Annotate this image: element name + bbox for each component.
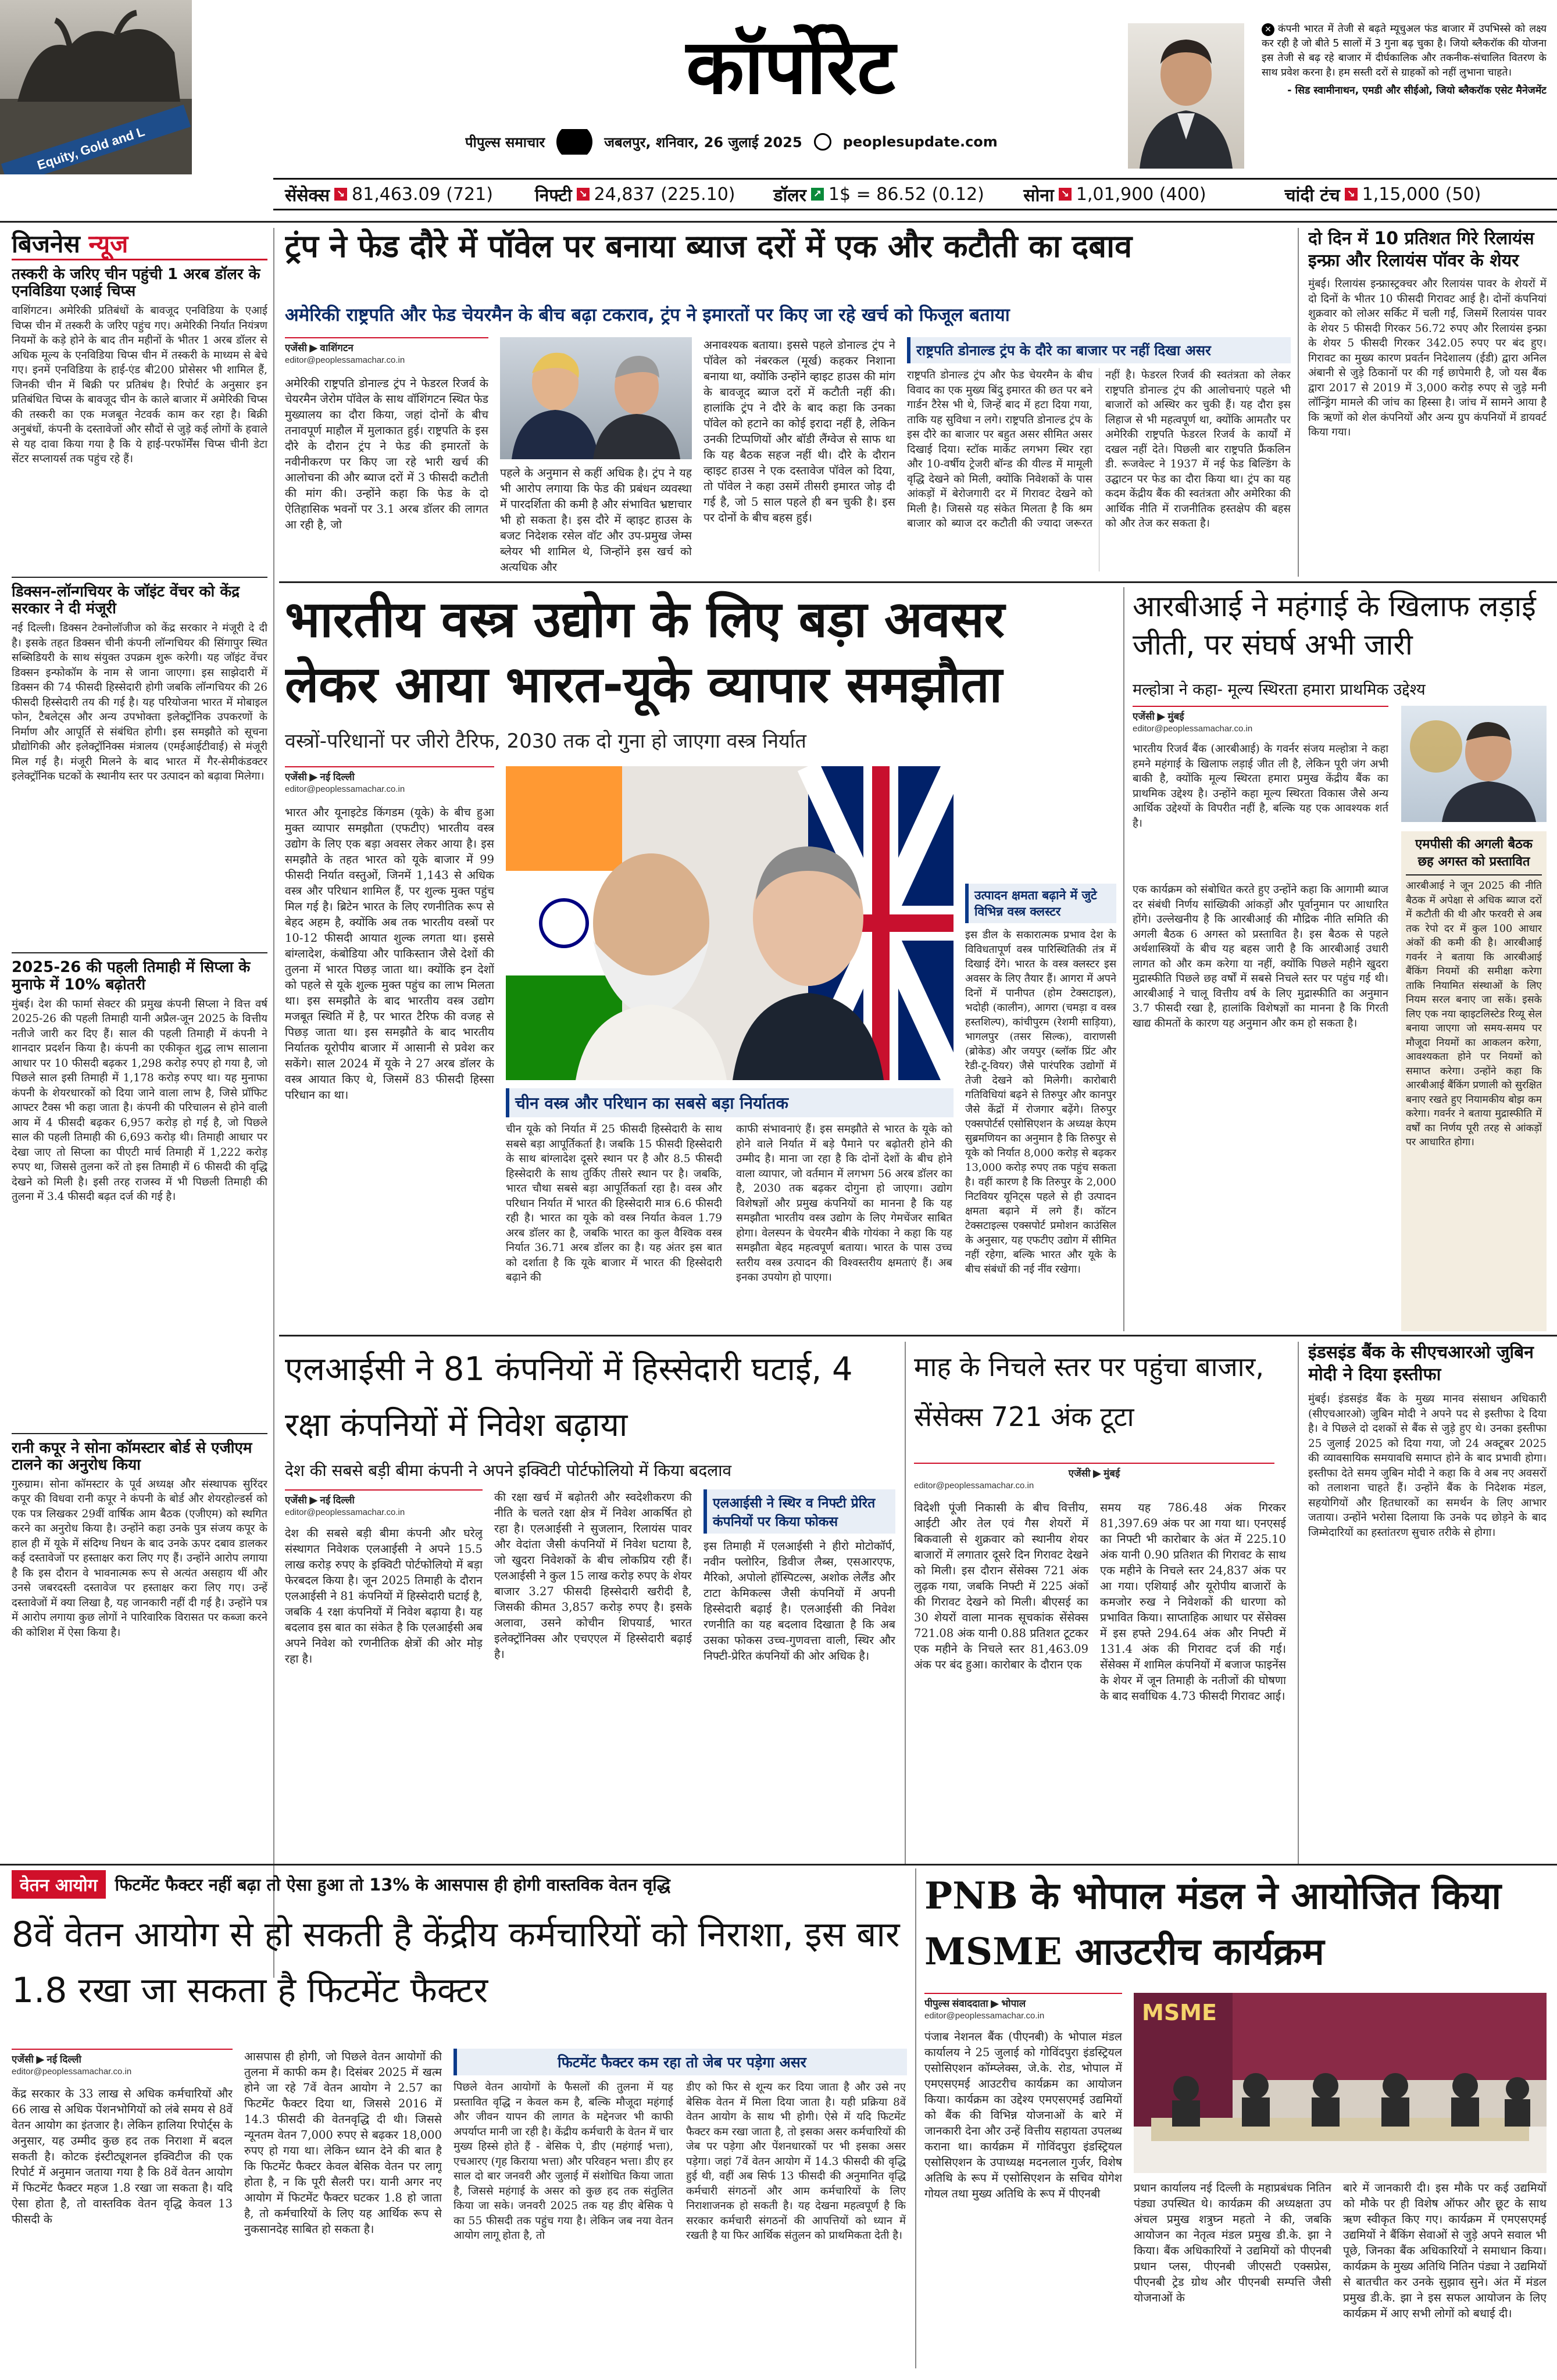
pay-side-col-2: डीए को फिर से शून्य कर दिया जाता है और उसे नए बेसिक वेतन में मिला दिया जाता है। यही प्रक्रिया 8वें वेतन आयोग के साथ भी होगी। ऐसे में यदि फिटमेंट फैक्टर कम रखा जाता है, तो इसका असर कर्मचारियों की जेब पर पड़ेगा और पेंशनधारकों पर भी इसका असर पड़ेगा। जहां 7वें वेतन आयोग में 14.3 फीसदी की वृद्धि हुई थी, वहीं अब सिर्फ 13 फीसदी की अनुमानित वृद्धि कर्मचारी संगठनों और आम कर्मचारियों के लिए निराशाजनक हो सकती है। यह देखना महत्वपूर्ण है कि सरकार कर्मचारी संगठनों की आपत्तियों को ध्यान में रखती है या फिर आर्थिक संतुलन को प्राथमिकता देती है। — [686, 2081, 906, 2242]
byline-email[interactable]: editor@peoplessamachar.co.in — [1133, 724, 1253, 734]
byline: पीपुल्स संवाददाता ▶ भोपाल — [924, 1993, 1122, 2010]
trump-subhead: अमेरिकी राष्ट्रपति और फेड चेयरमैन के बीच बढ़ा टकराव, ट्रंप ने इमारतों पर किए जा रहे खर्च को फिजूल बताया — [285, 305, 1010, 326]
market-headline: माह के निचले स्तर पर पहुंचा बाजार, सेंसेक्स 721 अंक टूटा — [914, 1351, 1264, 1432]
ticker-sensex — [285, 183, 521, 206]
masthead-divider — [0, 221, 1557, 223]
rbi-governor-photo — [1401, 706, 1547, 822]
section-divider — [279, 1335, 1557, 1336]
uk-fta-headline: भारतीय वस्त्र उद्योग के लिए बड़ा अवसर लेकर आया भारत-यूके व्यापार समझौता — [285, 591, 1005, 714]
news-brief — [12, 1440, 267, 1803]
divider — [12, 577, 267, 578]
ticker-silver — [1285, 183, 1544, 206]
dateline: जबलपुर, शनिवार, 26 जुलाई 2025 — [604, 134, 802, 151]
lic-byline-block — [285, 1489, 483, 1522]
news-brief-body: गुरुग्राम। सोना कॉमस्टार के पूर्व अध्यक्ष और संस्थापक सुरिंदर कपूर की विधवा रानी कपूर ने कंपनी के बोर्ड और शेयरहोल्डर्स को एक पत्र लिखकर 29वीं वार्षिक आम बैठक (एजीएम) को स्थगित करने का अनुरोध किया है। उन्होंने कहा उनके पुत्र संजय कपूर के हाल ही में यूके में संदिग्ध निधन के बाद उनके ऊपर दबाव डालकर कई दस्तावेजों पर हस्ताक्षर करा लिए गए हैं। उन्होंने आरोप लगाया है कि इस दौरान वे भावनात्मक रूप से अत्यंत असहाय थीं और उनसे जबरदस्ती दस्तावेज पर हस्ताक्षर करा लिए गए। उन्हें दस्तावेजों में क्या लिखा है, यह जानकारी नहीं दी गई है। उन्होंने पत्र में आरोप लगाया कुछ लोगों ने पारिवारिक विरासत पर कब्जा करने की कोशिश में ऐसा किया है। — [12, 1478, 267, 1639]
website-link[interactable]: peoplesupdate.com — [842, 134, 998, 150]
section-header-b: न्यूज — [88, 230, 128, 258]
lic-subhead: देश की सबसे बड़ी बीमा कंपनी ने अपने इक्विटी पोर्टफोलियो में किया बदलाव — [285, 1461, 732, 1480]
arrow-down-icon: ↘ — [1345, 188, 1358, 201]
byline: एजेंसी ▶ मुंबई — [1133, 706, 1388, 723]
ticker-value: 81,463.09 (721) — [352, 184, 493, 205]
ticker-value: 24,837 (225.10) — [594, 184, 735, 205]
rbi-body-bottom: एक कार्यक्रम को संबोधित करते हुए उन्होंने कहा कि आगामी ब्याज दर संबंधी निर्णय सांख्यिकी आंकड़ों और पूर्वानुमान पर आधारित होंगे। उल्लेखनीय है कि आरबीआई की मौद्रिक नीति समिति की अगली बैठक 6 अगस्त को प्रस्तावित है। इस बैठक से पहले अर्थशास्त्रियों के बीच यह बहस जारी है कि आरबीआई उधारी लागत को और कम करेगा या नहीं, क्योंकि पिछले महीने खुदरा मुद्रास्फीति पिछले छह वर्षों में सबसे निचले स्तर पर पहुंच गई थी। आरबीआई ने चालू वित्तीय वर्ष के लिए मुद्रास्फीति का अनुमान 3.7 फीसदी रखा है, हालांकि विशेषज्ञों का मानना है कि गिरती खाद्य कीमतों के कारण यह अनुमान और कम हो सकता है। — [1133, 884, 1388, 1030]
pay-side-box — [453, 2049, 907, 2365]
pnb-col-2: बारे में जानकारी दी। इस मौके पर कई उद्यमियों को मौके पर ही विशेष ऑफर और छूट के साथ ऋण स्वीकृत किए गए। कार्यक्रम में एमएसएमई उद्यमियों ने बैंकिंग सेवाओं से जुड़े अपने सवाल भी पूछे, जिनका बैंक अधिकारियों ने समाधान किया। कार्यक्रम के मुख्य अतिथि नितिन पंड्या ने उद्यमियों से बातचीत कर उनके सुझाव सुने। अंत में मंडल प्रमुख डी.के. झा ने इस सफल आयोजन के लिए कार्यक्रम में आए सभी लोगों को बधाई दी। — [1343, 2181, 1547, 2320]
section-header-a: बिजनेस — [12, 230, 80, 258]
lic-headline: एलआईसी ने 81 कंपनियों में हिस्सेदारी घटाई, 4 रक्षा कंपनियों में निवेश बढ़ाया — [285, 1350, 853, 1444]
section-divider — [279, 581, 1557, 583]
reliance-title: दो दिन में 10 प्रतिशत गिरे रिलायंस इन्फ्रा और रिलायंस पॉवर के शेयर — [1308, 228, 1534, 271]
pay-col-2: आसपास ही होगी, जो पिछले वेतन आयोगों की तुलना में काफी कम है। दिसंबर 2025 में खत्म होने जा रहे 7वें वेतन आयोग ने 2.57 का फिटमेंट फैक्टर दिया था, जिससे 2016 में 14.3 फीसदी की वेतनवृद्धि दी थी। जिससे न्यूनतम वेतन 7,000 रुपए से बढ़कर 18,000 रुपए हो गया था। लेकिन ध्यान देने की बात है कि फिटमेंट फैक्टर केवल बेसिक वेतन पर लागू होता है, न कि पूरी सैलरी पर। यानी अगर नए आयोग में फिटमेंट फैक्टर घटकर 1.8 हो जाता है, तो कर्मचारियों के लिए यह आर्थिक रूप से नुकसानदेह साबित हो सकता है। — [244, 2050, 442, 2236]
mpc-box-body: आरबीआई ने जून 2025 की नीति बैठक में अपेक्षा से अधिक ब्याज दरों में कटौती की थी और फरवरी से अब तक रेपो दर में कुल 100 आधार अंकों की कमी की है। आरबीआई गवर्नर ने बताया कि आरबीआई बैंकिंग नियमों की समीक्षा करेगा ताकि नियामित संस्थाओं के लिए नियम सरल बनाए जा सकें। इसके लिए एक नया व्हाइटलिस्टेड रिव्यू सेल बनाया जाएगा जो समय-समय पर मौजूदा नियमों का आकलन करेगा, आवश्यकता होने पर नियमों को समाप्त करेगा। उन्होंने कहा कि आरबीआई बैंकिंग प्रणाली को सुरक्षित बनाए रखते हुए नियामकीय बोझ कम करेगा। गवर्नर ने बताया मुद्रास्फीति में वर्षों का निर्णय पूरी तरह से आंकड़ों पर आधारित होगा। — [1406, 880, 1542, 1148]
ticker-label: चांदी टंच — [1284, 185, 1340, 206]
mpc-box-title: एमपीसी की अगली बैठक छह अगस्त को प्रस्तावित — [1406, 836, 1542, 875]
uk-byline-block — [285, 766, 494, 801]
globe-icon — [814, 133, 831, 151]
arrow-up-icon: ↗ — [811, 188, 824, 201]
divider — [12, 1433, 267, 1434]
trump-col-1: अमेरिकी राष्ट्रपति डोनाल्ड ट्रंप ने फेडरल रिजर्व के चेयरमैन जेरोम पॉवेल के साथ वॉशिंगटन स्थित फेड मुख्यालय का दौरा किया, जहां दोनों के बीच तनावपूर्ण माहौल में मुलाकात हुई। राष्ट्रपति के इस दौरे के दौरान ट्रंप ने फेड की इमारतों के नवीनीकरण पर किए जा रहे भारी खर्च की आलोचना की और ब्याज दरों में 3 फीसदी कटौती की मांग की। उन्होंने कहा कि फेड के दो ऐतिहासिक भवनों पर 3.1 अरब डॉलर की लागत आ रही है, जो — [285, 377, 488, 531]
column-rule — [915, 1868, 916, 2368]
modi-starmer-photo — [506, 766, 954, 1080]
arrow-down-icon: ↘ — [1059, 188, 1072, 201]
side-box-body: इस डील के सकारात्मक प्रभाव देश के विविधतापूर्ण वस्त्र पारिस्थितिकी तंत्र में दिखाई देंगे। भारत के वस्त्र क्लस्टर इस अवसर के लिए तैयार हैं। आगरा में अपने दिनों में पानीपत (होम टेक्सटाइल), भदोही (कालीन), आगरा (चमड़ा व वस्त्र हस्तशिल्प), कांचीपुरम (रेशमी साड़िया), भागलपुर (तसर सिल्क), वाराणसी (ब्रोकेड) और जयपुर (ब्लॉक प्रिंट और रेडी-टू-वियर) जैसे पारंपरिक उद्योगों में तेजी देखने को मिलेगी। कारोबारी गतिविधियां बढ़ने से तिरुपुर और कानपुर जैसे केंद्रों में रोजगार बढ़ेंगे। तिरुपुर एक्सपोर्टर्स एसोसिएशन के अध्यक्ष केएम सुब्रमणियन का अनुमान है कि तिरुपुर से यूके को निर्यात 8,000 करोड़ से बढ़कर 13,000 करोड़ रुपए तक पहुंच सकता है। वहीं कारण है कि तिरुपुर के 2,000 निटवियर यूनिट्स पहले से ही उत्पादन क्षमता बढ़ाने में लगे हैं। कॉटन टेक्सटाइल्स एक्सपोर्ट प्रमोशन काउंसिल के अनुसार, यह एफटीए उद्योग में सीमित नहीं रहेगा, बल्कि भारत और यूके के बीच संबंधों की नई नींव रखेगा। — [965, 929, 1116, 1275]
news-brief-body: नई दिल्ली। डिक्सन टेक्नोलॉजीज को केंद्र सरकार ने मंजूरी दे दी है। इसके तहत डिक्सन चीनी कंपनी लॉन्गचियर की सिंगापुर स्थित सब्सिडियरी के साथ संयुक्त उपक्रम शुरू करेगी। यह जॉइंट वेंचर डिक्सन इन्फोकॉम के नाम से जाना जाएगा। इस साझेदारी में डिक्सन की 74 फीसदी हिस्सेदारी होगी जबकि लॉन्गचियर की 26 फीसदी हिस्सेदारी तय की गई है। यह परियोजना भारत में मोबाइल फोन, टैबलेट्स और अन्य उपभोक्ता इलेक्ट्रॉनिक उपकरणों के निर्माण और आपूर्ति से संबंधित होगी। इस समझौते को सूचना प्रौद्योगिकी और इलेक्ट्रॉनिक्स मंत्रालय (एमईआईटीवाई) से मंजूरी मिल गई है। मंजूरी मिलने के बाद भारत में गैर-सेमीकंडक्टर इलेक्ट्रॉनिक घटकों के स्थानीय स्तर पर उत्पादन को बढ़ावा मिलेगा। — [12, 622, 267, 783]
rbi-byline-block — [1133, 706, 1388, 738]
news-brief-title: रानी कपूर ने सोना कॉमस्टार बोर्ड से एजीएम टालने का अनुरोध किया — [12, 1439, 252, 1474]
lic-col-1: देश की सबसे बड़ी बीमा कंपनी और घरेलू संस्थागत निवेशक एलआईसी ने अपने 15.5 लाख करोड़ रुपए के इक्विटी पोर्टफोलियो में बड़ा फेरबदल किया है। जून 2025 तिमाही के दौरान एलआईसी ने 81 कंपनियों में हिस्सेदारी घटाई है, जबकि 4 रक्षा कंपनियों में निवेश बढ़ाया है। यह बदलाव इस बात का संकेत है कि एलआईसी अब अपने निवेश को रणनीतिक क्षेत्रों की ओर मोड़ रहा है। — [285, 1527, 483, 1666]
rbi-headline: आरबीआई ने महंगाई के खिलाफ लड़ाई जीती, पर संघर्ष अभी जारी — [1133, 589, 1536, 662]
pay-col-1: केंद्र सरकार के 33 लाख से अधिक कर्मचारियों और 66 लाख से अधिक पेंशनभोगियों को लंबे समय से 8वें वेतन आयोग का इंतजार है। लेकिन हालिया रिपोर्ट्स के अनुसार, यह उम्मीद कुछ हद तक निराशा में बदल सकती है। कोटक इंस्टीट्यूशनल इक्विटीज की एक रिपोर्ट में अनुमान जताया गया है कि 8वें वेतन आयोग में फिटमेंट फैक्टर महज 1.8 रखा जा सकता है। यदि ऐसा होता है, तो वास्तविक वेतन वृद्धि केवल 13 फीसदी के — [12, 2087, 233, 2226]
trump-byline-block — [285, 337, 488, 372]
byline-email[interactable]: editor@peoplessamachar.co.in — [914, 1481, 1034, 1491]
section-header — [12, 228, 267, 260]
msme-banner-text: MSME — [1142, 2000, 1217, 2025]
arrow-down-icon: ↘ — [334, 188, 347, 201]
byline: एजेंसी ▶ नई दिल्ली — [285, 766, 494, 783]
stock-photo-caption: Equity, Gold and L — [35, 124, 147, 173]
mid-box-col-2: काफी संभावनाएं हैं। इस समझौते से भारत के यूके को होने वाले निर्यात में बड़े पैमाने पर बढ़ोतरी होने की उम्मीद है। माना जा रहा है कि दोनों देशों के बीच होने वाला व्यापार, जो वर्तमान में लगभग 56 अरब डॉलर का है, 2030 तक बढ़कर दोगुना हो जाएगा। उद्योग विशेषज्ञों और प्रमुख कंपनियों का मानना है कि यह समझौता भारतीय वस्त्र उद्योग के लिए गेमचेंजर साबित होगा। वेलस्पन के चेयरमैन बीके गोयंका ने कहा कि यह समझौता बेहद महत्वपूर्ण बताया। भारत के पास उच्च स्तरीय वस्त्र उत्पादन की विश्वस्तरीय क्षमताएं हैं। अब इनका उपयोग हो पाएगा। — [736, 1123, 952, 1284]
pay-side-title: फिटमेंट फैक्टर कम रहा तो जेब पर पड़ेगा असर — [453, 2049, 907, 2075]
column-rule — [905, 1342, 906, 1865]
trump-powell-photo — [500, 337, 692, 459]
masthead-title: कॉर्पोरेट — [686, 23, 895, 111]
reliance-brief — [1308, 228, 1547, 577]
mid-box-col-1: चीन यूके को निर्यात में 25 फीसदी हिस्सेदारी के साथ सबसे बड़ा आपूर्तिकर्ता है। जबकि 15 फीसदी हिस्सेदारी के साथ बांग्लादेश दूसरे स्थान पर है और 8.5 फीसदी हिस्सेदारी के साथ तुर्किए तीसरे स्थान पर है। जबकि, भारत चौथा सबसे बड़ा आपूर्तिकर्ता रहा है। वस्त्र और परिधान निर्यात में भारत की हिस्सेदारी मात्र 6.6 फीसदी रही है। भारत का यूके को वस्त्र निर्यात केवल 1.79 अरब डॉलर का है, जबकि भारत का कुल वैश्विक वस्त्र निर्यात 36.71 अरब डॉलर का है। यह अंतर इस बात को दर्शाता है कि यूके बाजार में भारत की हिस्सेदारी बढ़ाने की — [506, 1123, 722, 1284]
lic-side-box — [703, 1489, 895, 1857]
byline-email[interactable]: editor@peoplessamachar.co.in — [285, 784, 405, 794]
pnb-col-1: प्रधान कार्यालय नई दिल्ली के महाप्रबंधक नितिन पंड्या उपस्थित थे। कार्यक्रम की अध्यक्षता उप अंचल प्रमुख शत्रुघ्न महतो ने की, जबकि आयोजन का नेतृत्व मंडल प्रमुख डी.के. झा ने किया। बैंक अधिकारियों ने उद्यमियों को पीएनबी प्रधान प्लस, पीएनबी जीएसटी एक्सप्रेस, पीएनबी ट्रेड ग्रोथ और पीएनबी सम्पत्ति जैसी योजनाओं के — [1134, 2181, 1331, 2304]
news-brief-title: डिक्सन-लॉन्गचियर के जॉइंट वेंचर को केंद्र सरकार ने दी मंजूरी — [12, 583, 240, 618]
news-brief — [12, 584, 267, 946]
indusind-brief — [1308, 1342, 1547, 1859]
pnb-intro: पंजाब नेशनल बैंक (पीएनबी) के भोपाल मंडल कार्यालय ने 25 जुलाई को गोविंदपुरा इंडस्ट्रियल एसोसिएशन कॉम्प्लेक्स, जे.के. रोड, भोपाल में एमएसएमई आउटरीच कार्यक्रम का आयोजन किया। कार्यक्रम का उद्देश्य एमएसएमई उद्यमियों को बैंक की विभिन्न योजनाओं के बारे में जानकारी देना और उन्हें वित्तीय सहायता उपलब्ध कराना था। कार्यक्रम में गोविंदपुरा इंडस्ट्रियल एसोसिएशन के उपाध्यक्ष मदनलाल गुर्जर, विशेष अतिथि के रूप में एसोसिएशन के सचिव योगेश गोयल तथा मुख्य अतिथि के रूप में पीएनबी — [924, 2030, 1122, 2200]
byline-email[interactable]: editor@peoplessamachar.co.in — [285, 1507, 405, 1517]
pnb-byline-block — [924, 1993, 1122, 2025]
news-brief-title: 2025-26 की पहली तिमाही में सिप्ला के मुनाफे में 10% बढ़ोतरी — [12, 959, 251, 994]
byline: एजेंसी ▶ नई दिल्ली — [285, 1489, 483, 1506]
rbi-subhead: मल्होत्रा ने कहा- मूल्य स्थिरता हमारा प्राथमिक उद्देश्य — [1133, 681, 1426, 699]
pay-headline: 8वें वेतन आयोग से हो सकती है केंद्रीय कर्मचारियों को निराशा, इस बार 1.8 रखा जा सकता है फिटमेंट फैक्टर — [12, 1914, 900, 2011]
byline-email[interactable]: editor@peoplessamachar.co.in — [12, 2067, 132, 2077]
news-brief-body: वाशिंगटन। अमेरिकी प्रतिबंधों के बावजूद एनविडिया के एआई चिप्स चीन में तस्करी के जरिए पहुंच गए। अमेरिकी निर्यात नियंत्रण नियमों के कड़े होने के बाद तीन महीनों के भीतर 1 अरब डॉलर से अधिक मूल्य के एनविडिया चिप्स चीन में तस्करी के माध्यम से बेचे गए। इनमें एनविडिया के हाई-एंड बी200 प्रोसेसर भी शामिल हैं, जिनकी चीन में बिक्री पर प्रतिबंध है। रिपोर्ट के अनुसार इन प्रतिबंधित चिप्स के बावजूद चीन के काले बाजार में अमेरिकी चिप्स की तस्करी का एक मजबूत नेटवर्क काम कर रहा है। बिक्री अनुबंधों, कंपनी के दस्तावेजों और सौदों से जुड़े कई लोगों के हवाले से यह दावा किया गया है कि ये हाई-परफॉर्मेंस चिप्स चीनी डेटा सेंटर सप्लायर्स तक पहुंच रहे हैं। — [12, 305, 267, 466]
byline: एजेंसी ▶ नई दिल्ली — [12, 2049, 233, 2065]
lic-side-title: एलआईसी ने स्थिर व निफ्टी प्रेरित कंपनियों पर किया फोकस — [703, 1489, 895, 1534]
pay-kicker: फिटमेंट फैक्टर नहीं बढ़ा तो ऐसा हुआ तो 13% के आसपास ही होगी वास्तविक वेतन वृद्धि — [115, 1874, 670, 1895]
news-brief-body: मुंबई। देश की फार्मा सेक्टर की प्रमुख कंपनी सिप्ला ने वित्त वर्ष 2025-26 की पहली तिमाही यानी अप्रैल-जून 2025 के वित्तीय नतीजे जारी कर दिए हैं। साल की पहली तिमाही में कंपनी ने शानदार प्रदर्शन किया है। कंपनी का एकीकृत शुद्ध लाभ सालाना आधार पर 10 फीसदी बढ़कर 1,298 करोड़ रुपए हो गया है, जो पिछले साल इसी तिमाही में 1,178 करोड़ रुपए था। यह मुनाफा कंपनी के शेयरधारकों को दिया जाने वाला लाभ है, जिसे प्रॉफिट आफ्टर टैक्स भी कहा जाता है। कंपनी की परिचालन से होने वाली आय में 4 फीसदी बढ़कर 6,957 करोड़ हो गई है, जो पिछले साल की पहली तिमाही की 6,693 करोड़ थी। तिमाही आधार पर देखा जाए तो सिप्ला का पीएटी मार्च तिमाही में 1,222 करोड़ रुपए था, जिससे तुलना करें तो इस तिमाही में 6 फीसदी की वृद्धि देखने को मिली है। इसी तरह राजस्व में भी पिछली तिमाही की तुलना में 3.4 फीसदी बढ़त दर्ज की गई है। — [12, 998, 267, 1203]
reliance-body: मुंबई। रिलायंस इन्फ्रास्ट्रक्चर और रिलायंस पावर के शेयरों में दो दिनों के भीतर 10 फीसदी गिरावट आई है। दोनों कंपनियां शुक्रवार को लोअर सर्किट में चली गईं, जिसमें रिलायंस पावर के शेयर 5 फीसदी गिरकर 56.72 रुपए और रिलायंस इन्फ्रा के शेयर 5 फीसदी गिरकर 342.05 रुपए पर बंद हुए। गिरावट का मुख्य कारण प्रवर्तन निदेशालय (ईडी) द्वारा अनिल अंबानी से जुड़े ठिकानों पर की गई छापेमारी है, जो यस बैंक द्वारा 2017 से 2019 में 3,000 करोड़ रुपए से जुड़े मनी लॉन्ड्रिंग मामले की जांच का हिस्सा है। जांच में सामने आया है कि ऋणों को शेल कंपनियों और अन्य ग्रुप कंपनियों में डायवर्ट किया गया। — [1308, 278, 1547, 438]
quote-author: - सिड स्वामीनाथन, एमडी और सीईओ, जियो ब्लैकरॉक एसेट मैनेजमेंट — [1287, 85, 1547, 97]
ticker-nifty — [535, 183, 760, 206]
trump-headline: ट्रंप ने फेड दौरे में पॉवेल पर बनाया ब्याज दरों में एक और कटौती का दबाव — [285, 228, 1133, 265]
ticker-label: सोना — [1023, 185, 1054, 206]
msme-event-photo — [1134, 1993, 1547, 2173]
rbi-body-top: भारतीय रिजर्व बैंक (आरबीआई) के गवर्नर संजय मल्होत्रा ने कहा हमने महंगाई के खिलाफ लड़ाई जीत ली है, लेकिन पूरी जंग अभी बाकी है, क्योंकि मूल्य स्थिरता हमारा प्रमुख केंद्रीय बैंक का प्राथमिक उद्देश्य है। उन्होंने कहा मूल्य स्थिरता विकास जैसे अन्य आर्थिक उद्देश्यों के विपरीत नहीं है, बल्कि यह एक आवश्यक शर्त है। — [1133, 743, 1388, 830]
divider — [12, 952, 267, 953]
sidebar-title: राष्ट्रपति डोनाल्ड ट्रंप के दौरे का बाजार पर नहीं दिखा असर — [907, 337, 1291, 363]
market-byline-block — [914, 1463, 1274, 1495]
quote-x-icon: ✕ — [1262, 23, 1274, 36]
publisher-name: पीपुल्स समाचार — [465, 134, 545, 151]
lic-side-body: इस तिमाही में एलआईसी ने हीरो मोटोकॉर्प, नवीन फ्लोरिन, डिवीज लैब्स, एसआरएफ, मैरिको, अपोलो हॉस्पिटल्स, अशोक लेलैंड और टाटा केमिकल्स जैसी कंपनियों में अपनी हिस्सेदारी बढ़ाई है। एलआईसी की निवेश रणनीति का यह बदलाव दिखाता है कि अब उसका फोकस उच्च-गुणवत्ता वाली, स्थिर और निफ्टी-प्रेरित कंपनियों की ओर अधिक है। — [703, 1539, 895, 1663]
column-rule — [273, 228, 274, 1978]
column-rule — [1298, 1342, 1299, 1865]
pay-tag: वेतन आयोग — [12, 1870, 106, 1899]
pnb-headline: PNB के भोपाल मंडल ने आयोजित किया MSME आउटरीच कार्यक्रम — [924, 1874, 1501, 1974]
stock-market-bull-photo — [0, 0, 192, 174]
byline-email[interactable]: editor@peoplessamachar.co.in — [924, 2011, 1045, 2021]
lic-col-2: की रक्षा खर्च में बढ़ोतरी और स्वदेशीकरण की नीति के चलते रक्षा क्षेत्र में निवेश आकर्षित हो रहा है। एलआईसी ने सुजलान, रिलायंस पावर और वेदांता जैसी कंपनियों में निवेश घटाया है, जो खुदरा निवेशकों के बीच लोकप्रिय रही हैं। एलआईसी ने कुल 15 लाख करोड़ रुपए के शेयर बाजार 3.27 फीसदी हिस्सेदारी खरीदी है, जिसकी कीमत 3,857 करोड़ रुपए है। इसके अलावा, उसने कोचीन शिपयार्ड, भारत इलेक्ट्रॉनिक्स और एचएएल में हिस्सेदारी बढ़ाई है। — [494, 1491, 692, 1661]
ticker-label: सेंसेक्स — [285, 185, 330, 206]
ticker-label: डॉलर — [773, 185, 806, 206]
column-rule — [1298, 228, 1299, 577]
byline: एजेंसी ▶ वाशिंगटन — [285, 337, 488, 354]
ticker-label: निफ्टी — [534, 185, 572, 206]
market-col-2: समय यह 786.48 अंक गिरकर 81,397.69 अंक पर आ गया था। एनएसई का निफ्टी भी कारोबार के अंत में 225.10 अंक यानी 0.90 प्रतिशत की गिरावट के साथ एक महीने के निचले स्तर 24,837 अंक पर आ गया। एशियाई और यूरोपीय बाजारों के कमजोर रुख ने निवेशकों की धारणा को प्रभावित किया। साप्ताहिक आधार पर सेंसेक्स में इस हफ्ते 294.64 अंक और निफ्टी में 131.4 अंक की गिरावट दर्ज की गई। सेंसेक्स में शामिल कंपनियों में बजाज फाइनेंस के शेयर में जून तिमाही के नतीजों की घोषणा के बाद सर्वाधिक 4.73 फीसदी गिरावट आई। — [1100, 1501, 1286, 1703]
arrow-down-icon: ↘ — [577, 188, 590, 201]
ticker-value: 1,01,900 (400) — [1076, 184, 1206, 205]
masthead-quote — [1262, 22, 1547, 167]
trump-col-2: पहले के अनुमान से कहीं अधिक है। ट्रंप ने यह भी आरोप लगाया कि फेड की प्रबंधन व्यवस्था में पारदर्शिता की कमी है और संभावित भ्रष्टाचार भी हो सकता है। इस दौरे में व्हाइट हाउस के बजट निदेशक रसेल वॉट और उप-प्रमुख जेम्स ब्लेयर भी शामिल थे, जिन्होंने इस खर्च को अत्यधिक और — [500, 466, 692, 573]
ticker-value: 1$ = 86.52 (0.12) — [828, 184, 984, 205]
quote-text: कंपनी भारत में तेजी से बढ़ते म्यूचुअल फंड बाजार में उपभिस्से को लक्ष्य कर रही है जो बीते 5 सालों में 3 गुना बढ़ चुका है। जियो ब्लैकरॉक की योजना इस तेजी से बढ़ रहे बाजार में दीर्घकालिक और तकनीक-संचालित वितरण के साथ प्रवेश करना है। हम सस्ती दरों से ग्राहकों को नहीं लुभाना चाहते। — [1262, 23, 1547, 78]
column-rule — [1123, 587, 1124, 1331]
pay-byline-block — [12, 2049, 233, 2081]
ticker-dollar — [773, 183, 1009, 206]
market-col-1: विदेशी पूंजी निकासी के बीच वित्तीय, आईटी और तेल एवं गैस शेयरों में बिकवाली से शुक्रवार को स्थानीय शेयर बाजारों में लगातार दूसरे दिन गिरावट देखने को मिली। इस दौरान सेंसेक्स 721 अंक लुढ़क गया, जबकि निफ्टी में 225 अंकों की गिरावट देखने को मिली। बीएसई का 30 शेयरों वाला मानक सूचकांक सेंसेक्स 721.08 अंक यानी 0.88 प्रतिशत टूटकर एक महीने के निचले स्तर 81,463.09 अंक पर बंद हुआ। कारोबार के दौरान एक — [914, 1501, 1088, 1671]
sidebar-body: राष्ट्रपति डोनाल्ड ट्रंप और फेड चेयरमैन के बीच विवाद का एक मुख्य बिंदु इमारत की छत पर बने गार्डन टैरेस भी थे, जिन्हें बाद में हटा दिया गया, ताकि यह सुविधा न लगे। राष्ट्रपति डोनाल्ड ट्रंप के इस दौरे का बाजार पर बहुत असर सीमित असर दिखाई दिया। स्टॉक मार्केट लगभग स्थिर रहा और 10-वर्षीय ट्रेजरी बॉन्ड की यील्ड में मामूली वृद्धि देखने को मिली, क्योंकि निवेशकों के पास आंकड़ों में बेरोजगारी दर में गिरावट देखने को मिली है। जिससे यह संकेत मिलता है कि श्रम बाजार को ब्याज दर कटौती की ज्यादा जरूरत नहीं है। फेडरल रिजर्व की स्वतंत्रता को लेकर राष्ट्रपति डोनाल्ड ट्रंप की आलोचनाएं पहले भी बाजारों को अस्थिर कर चुकी हैं। यह दौरा इस लिहाज से भी महत्वपूर्ण था, क्योंकि आमतौर पर अमेरिकी राष्ट्रपति फेडरल रिजर्व के कार्यों में दखल नहीं देते। पिछली बार राष्ट्रपति फ्रैंकलिन डी. रूजवेल्ट ने 1937 में नई फेड बिल्डिंग के उद्घाटन पर फेड का दौरा किया था। ट्रंप का यह कदम केंद्रीय बैंक की स्वतंत्रता और अमेरिका की आर्थिक नीति में राजनीतिक हस्तक्षेप की बहस को और तेज कर सकता है। — [907, 369, 1291, 530]
indusind-title: इंडसइंड बैंक के सीएचआरओ जुबिन मोदी ने दिया इस्तीफा — [1308, 1342, 1534, 1385]
ticker-gold — [1023, 183, 1270, 206]
byline-email[interactable]: editor@peoplessamachar.co.in — [285, 355, 405, 365]
uk-side-box — [965, 884, 1116, 1328]
ticker-value: 1,15,000 (50) — [1362, 184, 1481, 205]
side-box-title: उत्पादन क्षमता बढ़ाने में जुटे विभिन्न वस्त्र क्लस्टर — [965, 884, 1116, 923]
market-ticker-bar — [273, 178, 1557, 210]
mid-box-title: चीन वस्त्र और परिधान का सबसे बड़ा निर्यातक — [506, 1088, 954, 1117]
uk-col-1: भारत और यूनाइटेड किंगडम (यूके) के बीच हुआ मुक्त व्यापार समझौता (एफटीए) भारतीय वस्त्र उद्योग के लिए एक बड़ा अवसर लेकर आया है। इस समझौते के तहत भारत को यूके बाजार में 99 फीसदी निर्यात वस्तुओं, जिनमें 1,143 से अधिक वस्त्र और परिधान शामिल हैं, पर शुल्क मुक्त पहुंच मिल गई है। ब्रिटेन भारत के लिए रणनीतिक रूप से बेहद अहम है, क्योंकि अब तक भारतीय वस्त्रों पर 10-12 फीसदी आयात शुल्क लगता था। इससे बांग्लादेश, कंबोडिया और पाकिस्तान जैसे देशों की तुलना में भारत पिछड़ जाता था। क्योंकि इन देशों को पहले से यूके शुल्क मुक्त पहुंच का लाभ मिलता था। इस समझौते के बाद भारतीय वस्त्र उद्योग मजबूत स्थिति में है, पर भारत टैरिफ की वजह से पिछड़ जाता था। इस समझौते के बाद भारतीय निर्यातक यूरोपीय बाजार में आसानी से प्रवेश कर सकेंगे। साल 2024 में यूके ने 27 अरब डॉलर के वस्त्र आयात किए थे, जिसमें 83 फीसदी हिस्सा परिधान का था। — [285, 806, 494, 1102]
logo-dot-icon — [556, 129, 592, 155]
ceo-portrait — [1128, 23, 1244, 169]
section-divider — [0, 1864, 1557, 1866]
uk-mid-box — [506, 1088, 954, 1328]
masthead-info-bar — [465, 129, 1116, 155]
trump-col-3: अनावश्यक बताया। इससे पहले डोनाल्ड ट्रंप ने पॉवेल को नंबरकल (मूर्ख) कहकर निशाना बनाया था, क्योंकि उन्होंने व्हाइट हाउस की मांग के बावजूद ब्याज दरों में कटौती नहीं की। हालांकि ट्रंप ने दौरे के बाद कहा कि उनका पॉवेल को हटाने का कोई इरादा नहीं है, लेकिन उनकी टिप्पणियों और बॉडी लैंग्वेज से साफ था कि यह बैठक सहज नहीं थी। दौरे के दौरान व्हाइट हाउस ने एक दस्तावेज पॉवेल को दिया, तो पॉवेल ने कहा उसमें तीसरी इमारत जोड़ दी गई है, जो 5 साल पहले ही बन चुकी है। इस पर दोनों के बीच बहस हुई। — [703, 338, 895, 524]
trump-sidebar — [907, 337, 1291, 573]
byline: एजेंसी ▶ मुंबई — [914, 1463, 1274, 1480]
pay-side-col-1: पिछले वेतन आयोगों के फैसलों की तुलना में यह प्रस्तावित वृद्धि न केवल कम है, बल्कि मौजूदा महंगाई और जीवन यापन की लागत के मद्देनजर भी काफी अपर्याप्त मानी जा रही है। केंद्रीय कर्मचारी के वेतन में चार मुख्य हिस्से होते हैं - बेसिक पे, डीए (महंगाई भत्ता), एचआरए (गृह किराया भत्ता) और परिवहन भत्ता। डीए हर साल दो बार जनवरी और जुलाई में संशोधित किया जाता है, जिससे महंगाई के असर को कुछ हद तक संतुलित किया जा सके। जनवरी 2025 तक यह डीए बेसिक पे का 55 फीसदी तक पहुंच गया है। लेकिन जब नया वेतन आयोग लागू होता है, तो — [453, 2081, 673, 2242]
news-brief — [12, 959, 267, 1427]
rbi-mpc-box — [1401, 831, 1547, 1331]
uk-fta-subhead: वस्त्रों-परिधानों पर जीरो टैरिफ, 2030 तक दो गुना हो जाएगा वस्त्र निर्यात — [285, 730, 806, 753]
indusind-body: मुंबई। इंडसइंड बैंक के मुख्य मानव संसाधन अधिकारी (सीएचआरओ) जुबिन मोदी ने अपने पद से इस्तीफा दे दिया है। वे पिछले दो दशकों से बैंक से जुड़े हुए थे। उनका इस्तीफा 25 जुलाई 2025 को दिया गया, जो 24 अक्टूबर 2025 की व्यावसायिक समयावधि समाप्त होने के बाद प्रभावी होगा। इस्तीफा देते समय जुबिन मोदी ने कहा कि वे अब नए अवसरों को तलाशना चाहते हैं। उन्होंने बैंक के निदेशक मंडल, सहयोगियों और हितधारकों का समर्थन के लिए आभार जताया। उन्होंने भरोसा दिलाया कि उनके पद छोड़ने के बाद जिम्मेदारियों का हस्तांतरण सुचारु तरीके से होगा। — [1308, 1393, 1547, 1539]
news-brief-title: तस्करी के जरिए चीन पहुंची 1 अरब डॉलर के एनविडिया एआई चिप्स — [12, 266, 260, 301]
pay-kicker-row — [12, 1868, 907, 1900]
news-brief — [12, 266, 267, 571]
